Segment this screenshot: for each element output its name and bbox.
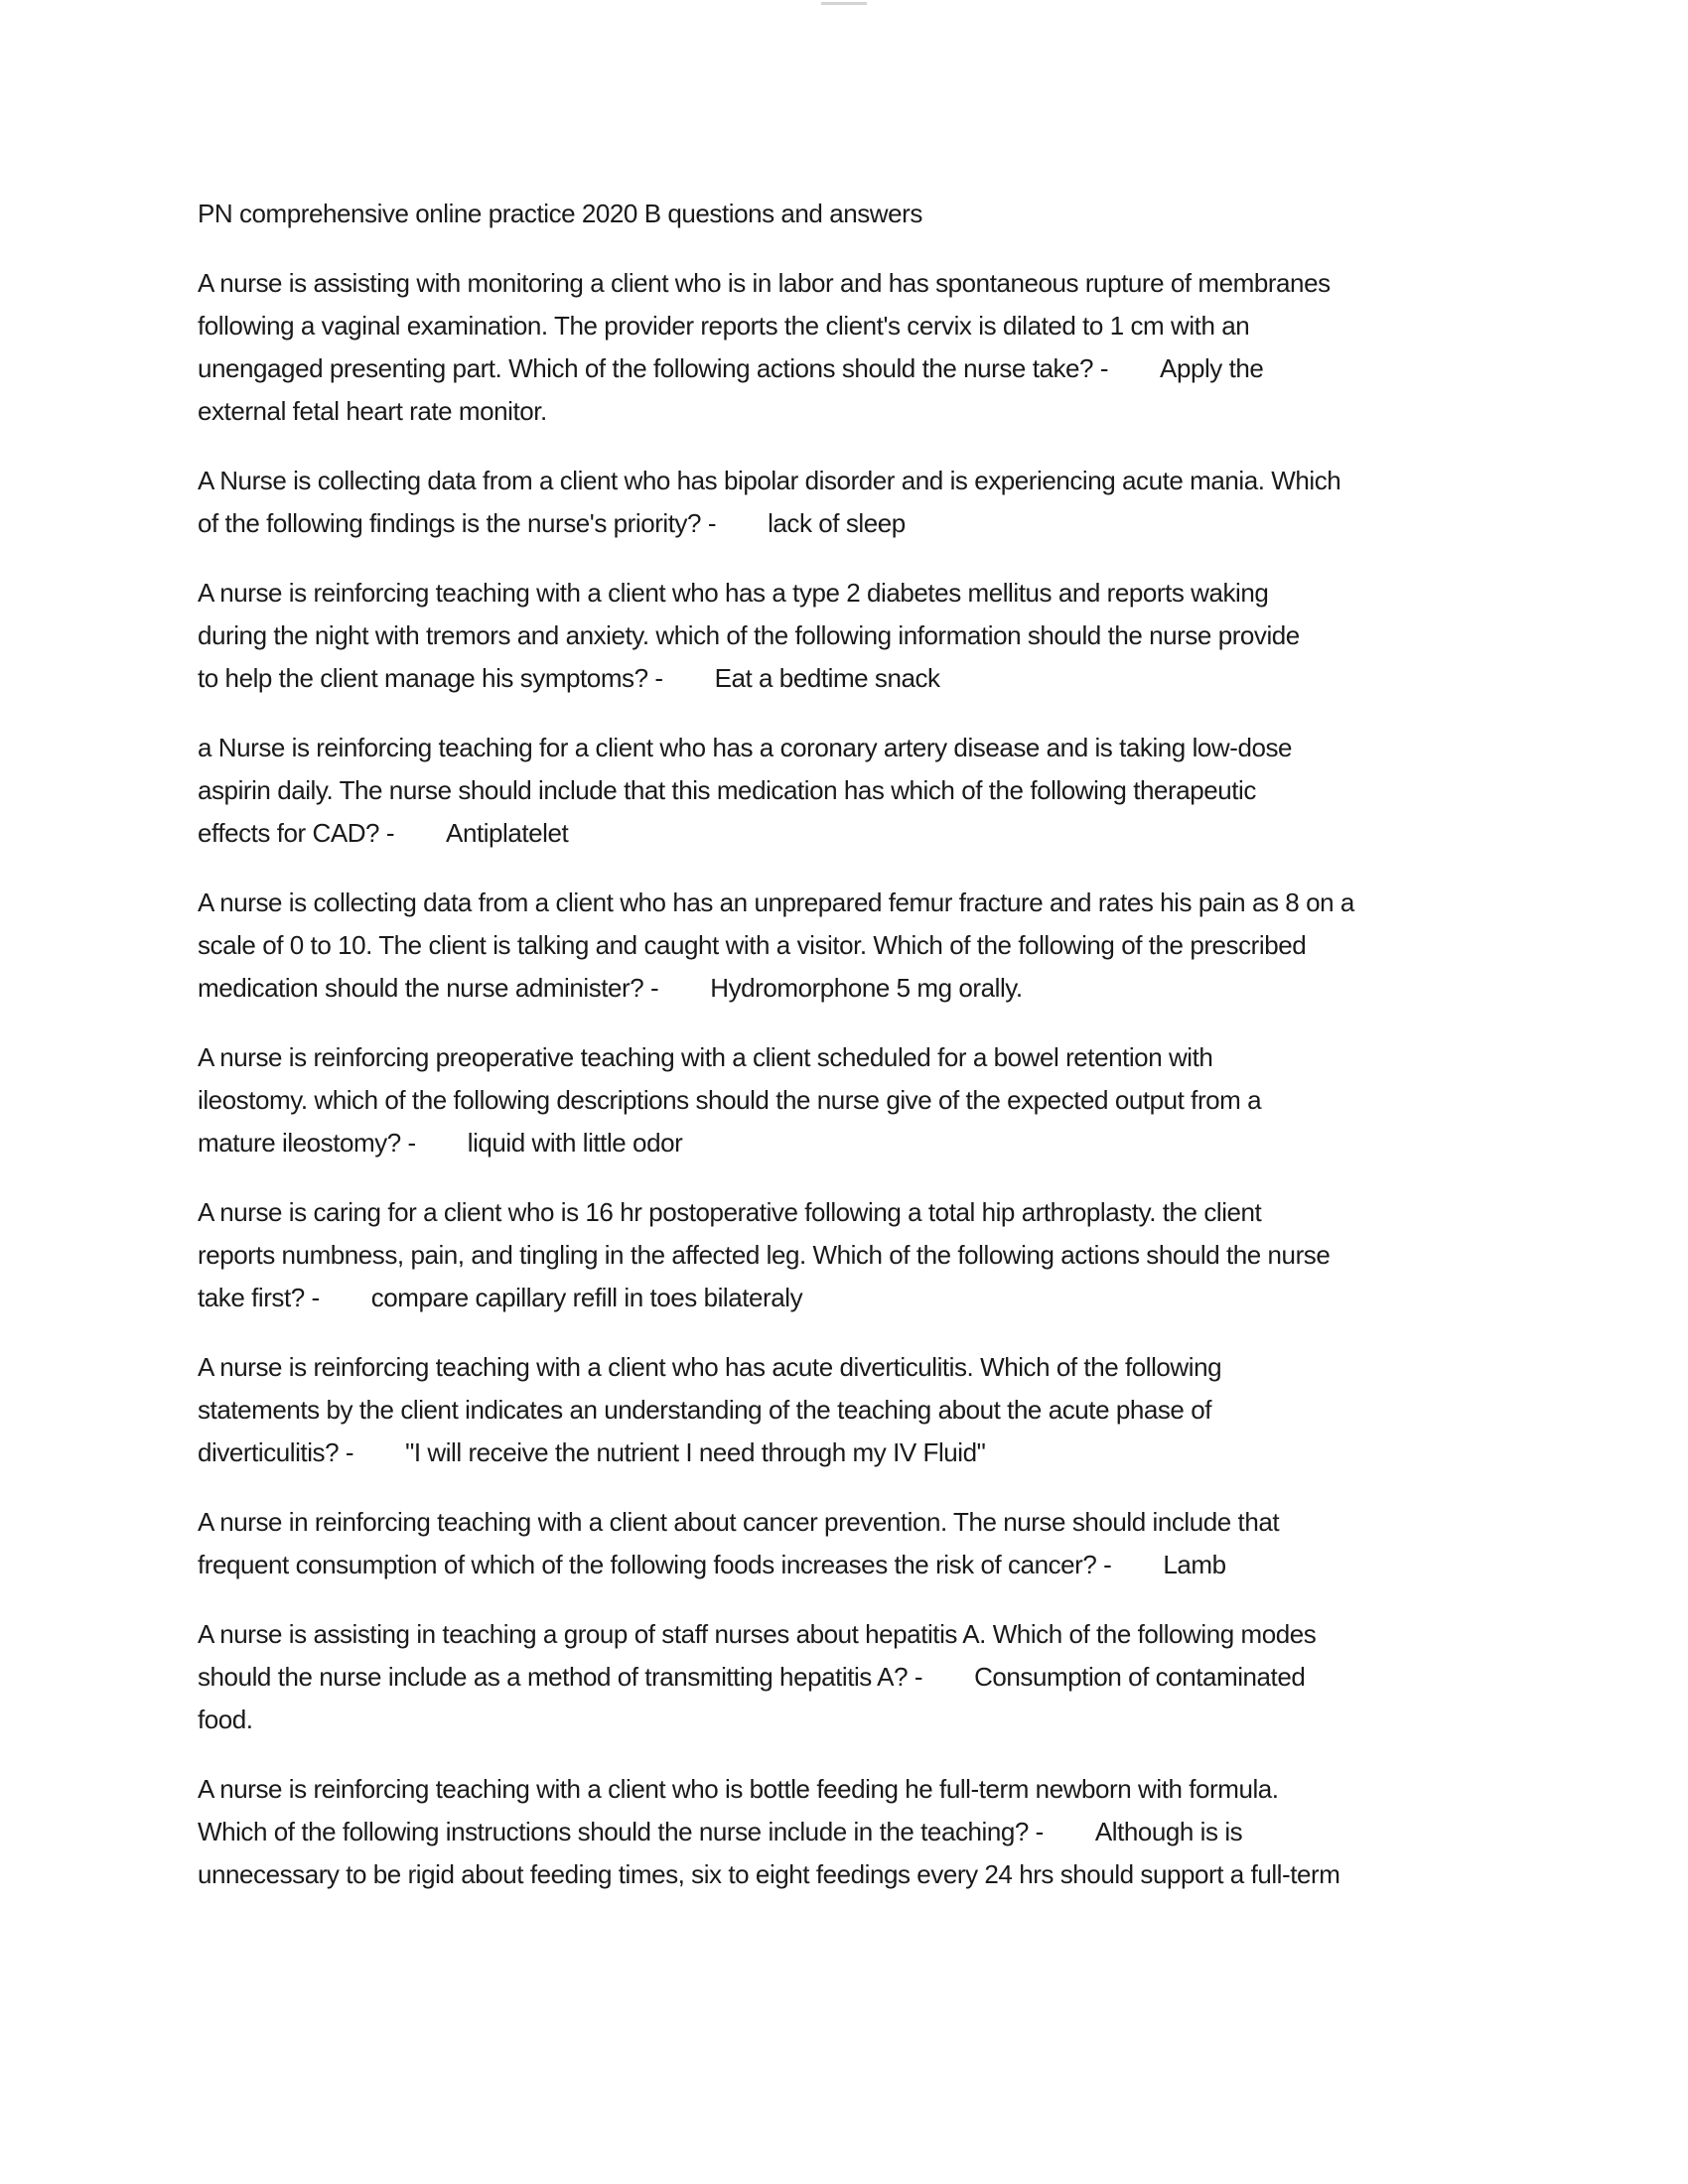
answer-text: Eat a bedtime snack [714,663,940,693]
question-text: should the nurse include as a method of transmitting hepatitis A? - [198,1662,923,1692]
text-line [198,727,1508,769]
text-line [198,1079,1508,1122]
answer-text: Antiplatelet [446,818,569,848]
text-line [198,1853,1508,1896]
text-line [198,769,1508,812]
question-paragraph [198,262,1508,433]
text-line [198,1699,1508,1741]
question-paragraph [198,727,1508,855]
question-text: to help the client manage his symptoms? - [198,663,663,693]
text-line [198,1432,1508,1474]
text-line [198,390,1508,433]
text-line [198,1122,1508,1164]
answer-text: lack of sleep [768,508,906,538]
text-line [198,657,1508,700]
question-text: external fetal heart rate monitor. [198,396,547,426]
question-text: A nurse is assisting with monitoring a client who is in labor and has spontaneous rupture of membranes [198,268,1331,298]
question-text: medication should the nurse administer? - [198,973,659,1003]
question-paragraph [198,460,1508,545]
question-text: effects for CAD? - [198,818,395,848]
answer-text: Hydromorphone 5 mg orally. [710,973,1023,1003]
question-paragraph [198,1346,1508,1474]
answer-text: Apply the [1160,353,1264,383]
question-text: take first? - [198,1283,320,1312]
question-paragraph [198,572,1508,700]
text-line [198,1277,1508,1319]
text-line [198,614,1508,657]
question-text: A nurse is caring for a client who is 16 hr postoperative following a total hip arthroplasty. the client [198,1197,1262,1227]
answer-text: Consumption of contaminated [974,1662,1306,1692]
answer-text: liquid with little odor [467,1128,683,1158]
text-line [198,1544,1508,1586]
question-paragraph [198,1768,1508,1896]
question-text: unnecessary to be rigid about feeding times, six to eight feedings every 24 hrs should support a full-term [198,1859,1340,1889]
question-paragraph [198,1501,1508,1586]
text-line [198,812,1508,855]
question-text: A nurse is reinforcing teaching with a client who has acute diverticulitis. Which of the following [198,1352,1222,1382]
text-line [198,502,1508,545]
document-title: PN comprehensive online practice 2020 B questions and answers [198,199,922,228]
question-text: frequent consumption of which of the following foods increases the risk of cancer? - [198,1550,1112,1579]
answer-text: compare capillary refill in toes bilateraly [370,1283,803,1312]
text-line [198,1768,1508,1811]
question-text: A nurse is assisting in teaching a group of staff nurses about hepatitis A. Which of the following modes [198,1619,1317,1649]
text-line [198,1036,1508,1079]
question-text: reports numbness, pain, and tingling in the affected leg. Which of the following actions should the nurse [198,1240,1331,1270]
text-line [198,305,1508,347]
question-text: aspirin daily. The nurse should include that this medication has which of the following therapeutic [198,775,1256,805]
question-text: A nurse is reinforcing preoperative teaching with a client scheduled for a bowel retention with [198,1042,1213,1072]
text-line [198,1613,1508,1656]
text-line [198,1234,1508,1277]
text-line [198,1191,1508,1234]
question-text: A nurse is collecting data from a client who has an unprepared femur fracture and rates his pain as 8 on a [198,887,1354,917]
text-line [198,967,1508,1010]
question-text: following a vaginal examination. The provider reports the client's cervix is dilated to 1 cm with an [198,311,1250,341]
answer-text: Lamb [1163,1550,1226,1579]
question-text: food. [198,1705,253,1734]
text-line [198,924,1508,967]
text-line [198,572,1508,614]
question-text: A nurse is reinforcing teaching with a client who is bottle feeding he full-term newborn with formula. [198,1774,1279,1804]
text-line [198,1501,1508,1544]
question-text: unengaged presenting part. Which of the following actions should the nurse take? - [198,353,1109,383]
question-text: statements by the client indicates an understanding of the teaching about the acute phase of [198,1395,1211,1425]
question-text: during the night with tremors and anxiety. which of the following information should the nurse provide [198,620,1300,650]
question-paragraph [198,1036,1508,1164]
text-line [198,1346,1508,1389]
question-paragraph [198,1191,1508,1319]
question-text: ileostomy. which of the following descriptions should the nurse give of the expected output from a [198,1085,1262,1115]
question-list [198,262,1508,1896]
answer-text: Although is is [1094,1817,1243,1846]
text-line [198,262,1508,305]
question-paragraph [198,882,1508,1010]
header-watermark [821,2,867,5]
question-text: mature ileostomy? - [198,1128,416,1158]
text-line [198,1811,1508,1853]
text-line [198,1656,1508,1699]
question-text: A Nurse is collecting data from a client who has bipolar disorder and is experiencing acute mania. Which [198,466,1341,495]
question-paragraph [198,1613,1508,1741]
question-text: A nurse in reinforcing teaching with a client about cancer prevention. The nurse should include that [198,1507,1280,1537]
text-line [198,882,1508,924]
question-text: a Nurse is reinforcing teaching for a client who has a coronary artery disease and is taking low-dose [198,733,1293,762]
question-text: Which of the following instructions should the nurse include in the teaching? - [198,1817,1044,1846]
document-body [198,193,1508,1896]
question-text: A nurse is reinforcing teaching with a client who has a type 2 diabetes mellitus and reports waking [198,578,1269,608]
answer-text: "I will receive the nutrient I need through my IV Fluid" [405,1437,986,1467]
text-line [198,347,1508,390]
question-text: scale of 0 to 10. The client is talking and caught with a visitor. Which of the following of the prescribed [198,930,1307,960]
text-line [198,460,1508,502]
text-line [198,1389,1508,1432]
question-text: of the following findings is the nurse's priority? - [198,508,717,538]
question-text: diverticulitis? - [198,1437,354,1467]
